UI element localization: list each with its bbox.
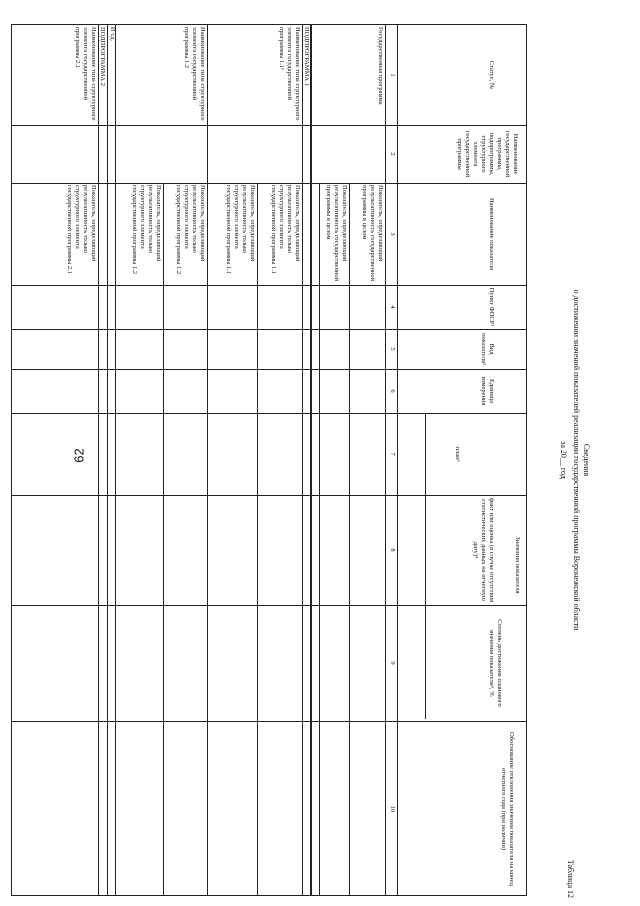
table-row-indicator: Показатель, определяющий результативность государственной программы в целом: [325, 185, 348, 282]
page-number: 62: [71, 448, 87, 463]
table-row-indicator: Показатель, определяющий результативность только структурного элемента государственной программы 1.1: [225, 185, 256, 275]
header-fpsr: Пункт ФПСР¹: [488, 287, 495, 327]
header-status: Статус, №: [488, 60, 495, 90]
table-row-indicator: Показатель, определяющий результативность только структурного элемента государственной программы 1.1: [270, 185, 301, 275]
header-kind: Вид показателя²: [480, 333, 495, 365]
header-unit: Единица измерения: [480, 376, 495, 406]
section-label: ПОДПРОГРАММА 1: [303, 27, 310, 86]
document-title: [558, 14, 591, 906]
column-number: 9: [389, 661, 396, 665]
header-justification: Обоснование отклонения значения показателя на конец отчетного года (при наличии): [500, 732, 515, 886]
table-row-status: Наименование типа структурного элемента государственной программы 2.1: [74, 27, 97, 121]
table-row-status: Государственная программа: [377, 27, 384, 105]
header-indicator-name: Наименование показателя: [488, 197, 495, 271]
title-line-2: о достижении значений показателей реализации государственной программы Воронежской области: [572, 289, 581, 631]
section-label: ПОДПРОГРАММА 2: [99, 27, 106, 86]
column-number: 8: [389, 548, 396, 552]
table-label: Таблица 12: [566, 859, 575, 898]
table-row-indicator: Показатель, определяющий результативность только структурного элемента государственной программы 1.2: [175, 185, 206, 275]
header-fact: факт или оценка (в случае отсутствия статистических данных на отчетную дату)⁴: [472, 497, 495, 603]
header-plan: план³: [454, 446, 461, 462]
column-number: 10: [389, 805, 396, 813]
column-number: 4: [389, 305, 396, 309]
title-line-3: за 20__ год: [559, 441, 568, 479]
column-number: 1: [389, 73, 396, 77]
column-number: 5: [389, 347, 396, 351]
column-number: 7: [389, 452, 396, 456]
table-row-indicator: Показатель, определяющий результативность только структурного элемента государственной программы 1.2: [131, 185, 162, 275]
title-line-1: Сведения: [582, 443, 591, 477]
header-values-group: Значения показателя: [514, 536, 521, 594]
table-row-indicator: Показатель, определяющий результативность только структурного элемента государственной программы 2.1: [66, 185, 97, 275]
table-row-status: Наименование типа структурного элемента государственной программы 1.1⁶: [278, 27, 301, 121]
header-degree: Степень достижения планового значения показателя⁵, %: [488, 619, 503, 707]
document-sheet: [0, 14, 597, 906]
table-row-status: Наименование типа структурного элемента государственной программы 1.2: [183, 27, 206, 121]
column-number: 6: [389, 389, 396, 393]
column-number: 3: [389, 232, 396, 236]
table-row-indicator: Показатель, определяющий результативность государственной программы в целом: [361, 185, 384, 282]
header-program-name: Наименование государственной программы, подпрограммы, структурного элемента государственной программы: [456, 130, 519, 178]
section-label: И т.д.: [109, 27, 115, 42]
indicators-table: [11, 24, 527, 896]
column-number: 2: [389, 152, 396, 156]
